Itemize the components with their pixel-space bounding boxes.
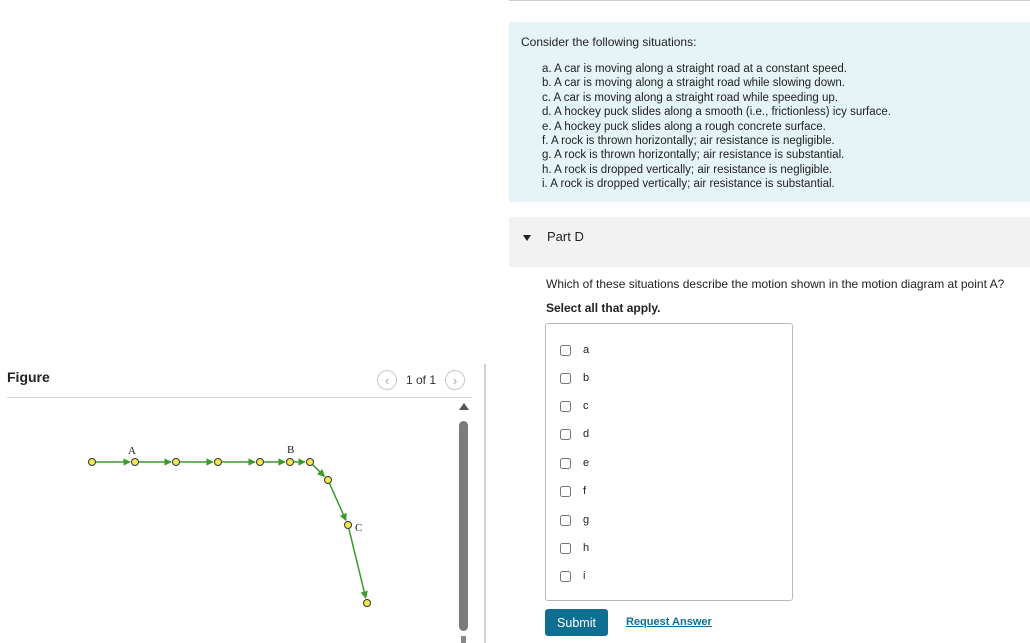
request-answer-link[interactable]: Request Answer bbox=[626, 616, 712, 628]
option-f[interactable] bbox=[560, 483, 586, 499]
option-checkbox[interactable] bbox=[560, 543, 571, 554]
point-label-b: B bbox=[287, 444, 295, 456]
situations-panel bbox=[509, 22, 1030, 202]
option-checkbox[interactable] bbox=[560, 515, 571, 526]
position-dots bbox=[89, 459, 371, 607]
part-title: Part D bbox=[547, 229, 584, 244]
scroll-up-arrow-icon[interactable] bbox=[459, 403, 469, 410]
situation-item: d. A hockey puck slides along a smooth (i.e., frictionless) icy surface. bbox=[542, 106, 891, 119]
option-checkbox[interactable] bbox=[560, 458, 571, 469]
situation-list bbox=[521, 62, 1018, 192]
velocity-arrow bbox=[349, 529, 366, 598]
motion-diagram bbox=[80, 440, 400, 620]
velocity-arrow bbox=[330, 484, 346, 521]
option-checkbox[interactable] bbox=[560, 486, 571, 497]
velocity-arrow bbox=[313, 465, 325, 477]
position-dot bbox=[215, 459, 222, 466]
option-checkbox[interactable] bbox=[560, 345, 571, 356]
top-rule bbox=[509, 0, 1030, 1]
situation-item: c. A car is moving along a straight road while speeding up. bbox=[542, 91, 838, 104]
option-label: i bbox=[583, 570, 586, 582]
situation-item: i. A rock is dropped vertically; air resistance is substantial. bbox=[542, 178, 835, 191]
prev-figure-button[interactable] bbox=[377, 370, 397, 390]
situation-item: g. A rock is thrown horizontally; air resistance is substantial. bbox=[542, 149, 845, 162]
option-checkbox[interactable] bbox=[560, 401, 571, 412]
option-label: a bbox=[583, 344, 590, 356]
chevron-left-icon: ‹ bbox=[384, 372, 390, 388]
option-checkbox[interactable] bbox=[560, 373, 571, 384]
figure-pane bbox=[0, 0, 484, 643]
part-d-header[interactable] bbox=[509, 217, 1030, 267]
point-label-c: C bbox=[355, 522, 363, 534]
option-e[interactable] bbox=[560, 455, 589, 471]
position-dot bbox=[89, 459, 96, 466]
pane-divider[interactable] bbox=[484, 364, 486, 643]
option-label: c bbox=[583, 400, 589, 412]
situation-item: e. A hockey puck slides along a rough concrete surface. bbox=[542, 120, 826, 133]
next-figure-button[interactable] bbox=[445, 370, 465, 390]
position-dot bbox=[132, 459, 139, 466]
position-dot bbox=[173, 459, 180, 466]
position-dot bbox=[257, 459, 264, 466]
option-checkbox[interactable] bbox=[560, 571, 571, 582]
chevron-right-icon: › bbox=[452, 372, 458, 388]
situations-intro: Consider the following situations: bbox=[521, 35, 697, 49]
answer-options bbox=[545, 323, 793, 601]
situation-item: f. A rock is thrown horizontally; air resistance is negligible. bbox=[542, 135, 835, 148]
option-i[interactable] bbox=[560, 568, 585, 584]
position-dot bbox=[345, 522, 352, 529]
situation-item: a. A car is moving along a straight road at a constant speed. bbox=[542, 63, 847, 75]
point-label-a: A bbox=[128, 445, 136, 457]
option-b[interactable] bbox=[560, 370, 589, 386]
position-dot bbox=[364, 600, 371, 607]
submit-button[interactable]: Submit bbox=[545, 609, 608, 636]
situation-item: h. A rock is dropped vertically; air resistance is negligible. bbox=[542, 163, 833, 176]
situation-item: b. A car is moving along a straight road while slowing down. bbox=[542, 77, 845, 90]
option-label: e bbox=[583, 457, 590, 469]
option-h[interactable] bbox=[560, 540, 589, 556]
triangle-down-icon[interactable] bbox=[523, 235, 531, 241]
figure-scrollbar-thumb[interactable] bbox=[459, 421, 468, 631]
option-label: d bbox=[583, 428, 590, 440]
option-label: b bbox=[583, 372, 590, 384]
scroll-down-arrow-icon[interactable] bbox=[461, 636, 466, 643]
option-label: f bbox=[583, 485, 587, 497]
option-a[interactable] bbox=[560, 342, 589, 358]
pager-text: 1 of 1 bbox=[406, 373, 437, 387]
figure-pager bbox=[377, 369, 465, 391]
option-label: g bbox=[583, 514, 590, 526]
option-c[interactable] bbox=[560, 398, 589, 414]
question-instruction: Select all that apply. bbox=[546, 301, 661, 315]
option-d[interactable] bbox=[560, 426, 589, 442]
option-checkbox[interactable] bbox=[560, 429, 571, 440]
question-text: Which of these situations describe the motion shown in the motion diagram at point A? bbox=[546, 277, 1005, 291]
position-dot bbox=[325, 477, 332, 484]
position-dot bbox=[287, 459, 294, 466]
figure-divider bbox=[7, 397, 472, 398]
option-g[interactable] bbox=[560, 512, 589, 528]
figure-title: Figure bbox=[7, 369, 50, 385]
position-dot bbox=[307, 459, 314, 466]
option-label: h bbox=[583, 542, 590, 554]
